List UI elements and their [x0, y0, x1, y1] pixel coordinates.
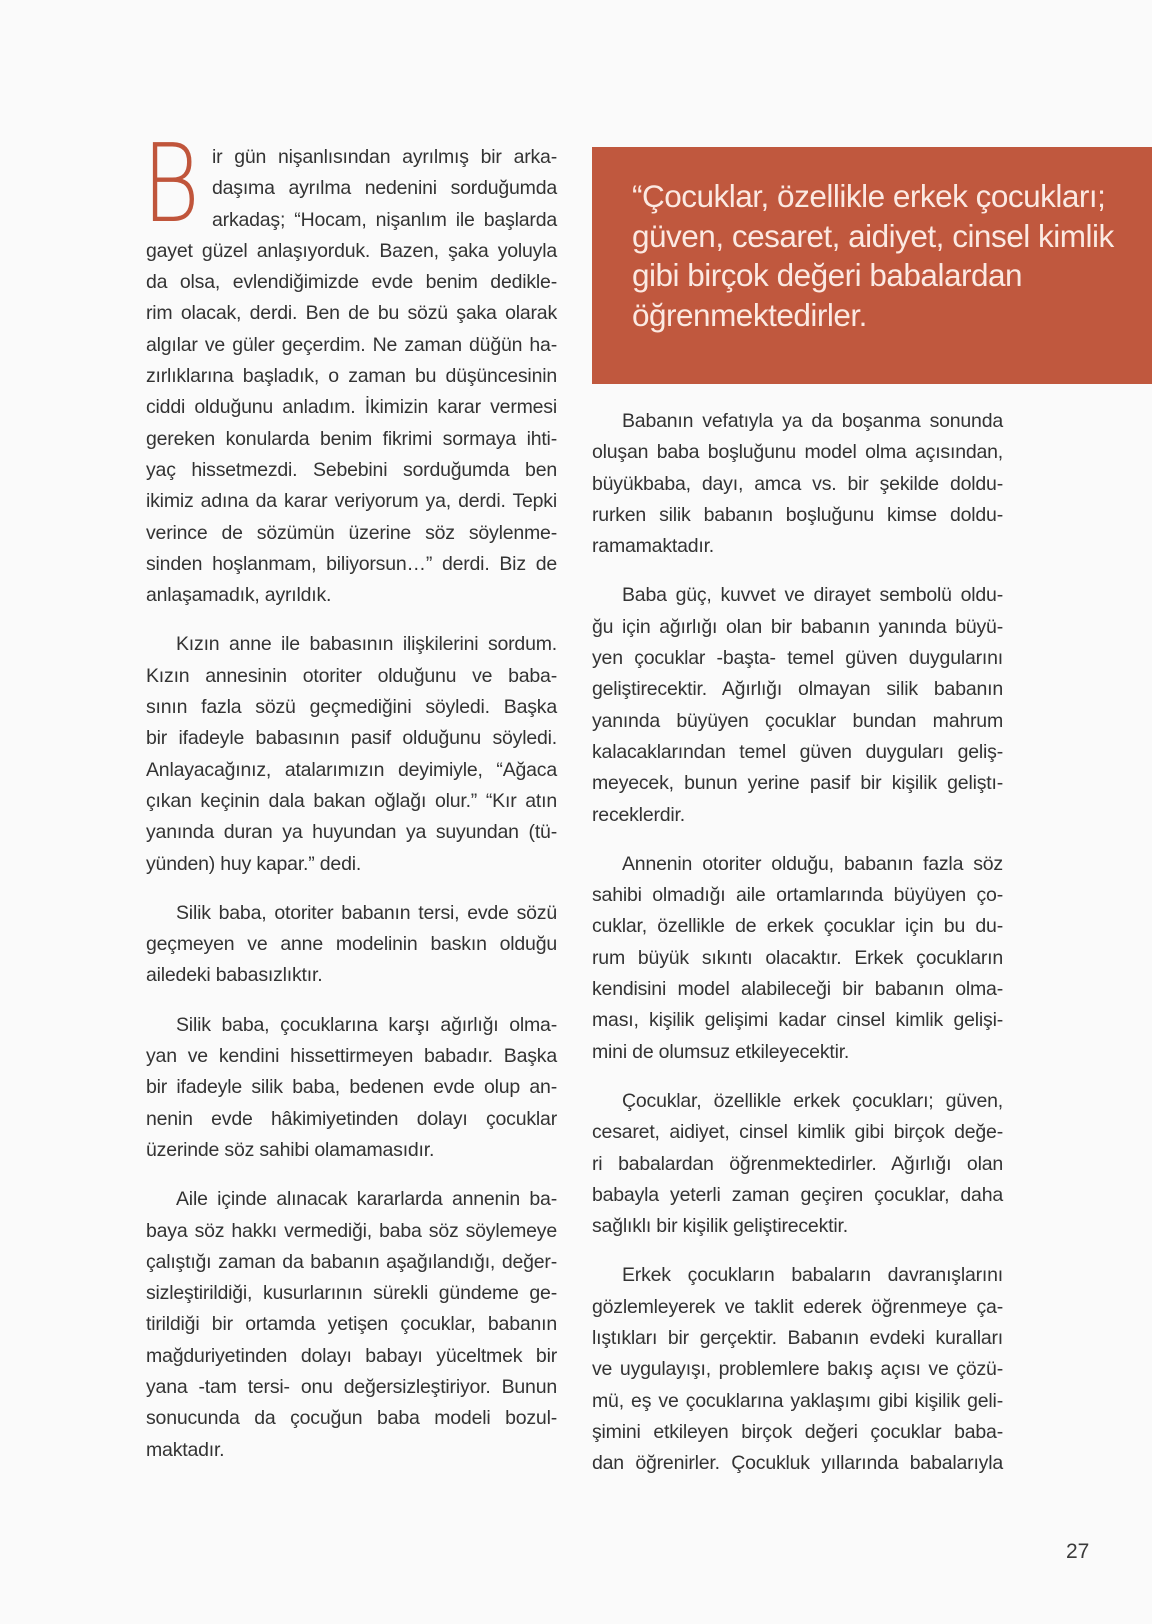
- text-line: Baba güç, kuvvet ve dirayet sembolü oldu-: [622, 584, 1003, 607]
- text-line: ikimiz adına da karar veriyorum ya, derdi. Tepki: [146, 490, 557, 513]
- text-line: receklerdir.: [592, 803, 685, 826]
- paragraph-5: [146, 1184, 557, 1466]
- text-line: ailedeki babasızlıktır.: [146, 964, 323, 987]
- text-line: üzerinde söz sahibi olamamasıdır.: [146, 1138, 435, 1161]
- paragraph-1: [146, 142, 557, 611]
- text-line: cuklar, özellikle de erkek çocuklar için bu du-: [592, 915, 1003, 938]
- text-line: çıkan keçinin dala bakan oğlağı olur.” “Kır atın: [146, 789, 557, 812]
- paragraph-6: [592, 406, 1003, 562]
- text-line: yanında duran ya huyundan ya suyundan (tü-: [146, 821, 557, 844]
- text-line: rum büyük sıkıntı olacaktır. Erkek çocukların: [592, 946, 1003, 969]
- paragraph-2: [146, 629, 557, 879]
- text-line: maktadır.: [146, 1438, 225, 1461]
- text-line: verince de sözümün üzerine söz söylenme-: [146, 521, 557, 544]
- text-line: geliştirecektir. Ağırlığı olmayan silik babanın: [592, 678, 1003, 701]
- text-line: şimini etkileyen birçok değeri çocuklar baba-: [592, 1420, 1003, 1443]
- text-line: ramamaktadır.: [592, 535, 715, 558]
- text-line: mini de olumsuz etkileyecektir.: [592, 1040, 850, 1063]
- text-line: gayet güzel anlaşıyorduk. Bazen, şaka yoluyla: [146, 239, 557, 262]
- text-line: rurken silik babanın boşluğunu kimse doldu-: [592, 503, 1003, 526]
- text-line: sinden hoşlanmam, biliyorsun…” derdi. Biz de: [146, 552, 557, 575]
- text-line: sizleştirildiği, kusurlarının sürekli gündeme ge-: [146, 1282, 557, 1305]
- pull-quote-text: [632, 177, 1142, 335]
- text-line: gözlemleyerek ve taklit ederek öğrenmeye ça-: [592, 1295, 1003, 1318]
- text-line: lıştıkları bir gerçektir. Babanın evdeki kuralları: [592, 1327, 1003, 1350]
- text-line: Çocuklar, özellikle erkek çocukları; güven,: [622, 1089, 1003, 1112]
- quote-line: “Çocuklar, özellikle erkek çocukları;: [632, 178, 1106, 214]
- right-column: [592, 406, 1003, 1498]
- text-line: daşıma ayrılma nedenini sorduğumda: [212, 177, 557, 200]
- text-line: yünden) huy kapar.” dedi.: [146, 852, 362, 875]
- text-line: ve uygulayışı, problemlere bakış açısı ve çözü-: [592, 1358, 1003, 1381]
- quote-line: öğrenmektedirler.: [632, 296, 867, 333]
- text-line: meyecek, bunun yerine pasif bir kişilik geliştı-: [592, 772, 1003, 795]
- text-line: yaç hissetmezdi. Sebebini sorduğumda ben: [146, 458, 557, 481]
- text-line: nenin evde hâkimiyetinden dolayı çocuklar: [146, 1107, 557, 1130]
- text-line: yan ve kendini hissettirmeyen babadır. Başka: [146, 1045, 557, 1068]
- text-line: da olsa, evlendiğimizde evde benim dedikle-: [146, 271, 557, 294]
- text-line: zırlıklarına başladık, o zaman bu düşüncesinin: [146, 365, 557, 388]
- text-line: Silik baba, çocuklarına karşı ağırlığı olma-: [176, 1013, 557, 1036]
- text-line: sağlıklı bir kişilik geliştirecektir.: [592, 1215, 848, 1238]
- text-line: Annenin otoriter olduğu, babanın fazla söz: [622, 852, 1003, 875]
- paragraph-10: [592, 1260, 1003, 1479]
- text-line: babayla yeterli zaman geçiren çocuklar, daha: [592, 1183, 1003, 1206]
- text-line: Kızın anne ile babasının ilişkilerini sordum.: [176, 633, 557, 656]
- text-line: mü, eş ve çocuklarına yaklaşımı gibi kişilik geli-: [592, 1389, 1003, 1412]
- text-line: dan öğrenirler. Çocukluk yıllarında babalarıyla: [592, 1452, 1003, 1475]
- text-line: ması, kişilik gelişimi kadar cinsel kimlik gelişi-: [592, 1009, 1003, 1032]
- paragraph-9: [592, 1086, 1003, 1242]
- left-column: [142, 122, 557, 1484]
- quote-line: gibi birçok değeri babalardan: [632, 257, 1023, 293]
- text-line: tirildiği bir ortamda yetişen çocuklar, babanın: [146, 1313, 557, 1336]
- text-line: baya söz hakkı vermediği, baba söz söylemeye: [146, 1219, 557, 1242]
- text-line: mağduriyetinden dolayı babayı yüceltmek bir: [146, 1344, 557, 1367]
- text-line: Erkek çocukların babaların davranışlarını: [622, 1264, 1003, 1287]
- text-line: yanında büyüyen çocuklar bundan mahrum: [592, 709, 1003, 732]
- paragraph-4: [146, 1010, 557, 1166]
- text-line: oluşan baba boşluğunu model olma açısından,: [592, 441, 1003, 464]
- drop-cap: B: [142, 122, 200, 247]
- text-line: Kızın annesinin otoriter olduğunu ve baba-: [146, 664, 557, 687]
- text-line: arkadaş; “Hocam, nişanlım ile başlarda: [212, 208, 557, 231]
- text-line: Babanın vefatıyla ya da boşanma sonunda: [622, 410, 1003, 432]
- text-line: bir ifadeyle babasının pasif olduğunu söyledi.: [146, 727, 557, 750]
- paragraph-8: [592, 849, 1003, 1068]
- text-line: yana -tam tersi- onu değersizleştiriyor. Bunun: [146, 1375, 557, 1398]
- text-line: büyükbaba, dayı, amca vs. bir şekilde doldu-: [592, 472, 1003, 495]
- text-line: sının fazla sözü geçmediğini söyledi. Başka: [146, 696, 557, 719]
- paragraph-3: [146, 898, 557, 992]
- text-line: algılar ve güler geçerdim. Ne zaman düğün ha-: [146, 333, 557, 356]
- text-line: bir ifadeyle silik baba, bedenen evde olup an-: [146, 1076, 557, 1099]
- text-line: geçmeyen ve anne modelinin baskın olduğu: [146, 933, 557, 956]
- text-line: ğu için ağırlığı olan bir babanın yanında büyü-: [592, 615, 1003, 638]
- text-line: ri babalardan öğrenmektedirler. Ağırlığı olan: [592, 1152, 1003, 1175]
- pull-quote-box: [592, 147, 1152, 384]
- text-line: ciddi olduğunu anladım. İkimizin karar vermesi: [146, 396, 557, 419]
- text-line: sonucunda da çocuğun baba modeli bozul-: [146, 1407, 557, 1430]
- paragraph-7: [592, 580, 1003, 830]
- text-line: Silik baba, otoriter babanın tersi, evde sözü: [176, 901, 557, 924]
- text-line: rim olacak, derdi. Ben de bu sözü şaka olarak: [146, 302, 557, 325]
- page-number: 27: [1066, 1540, 1090, 1563]
- text-line: sahibi olmadığı aile ortamlarında büyüyen ço-: [592, 884, 1003, 907]
- text-line: anlaşamadık, ayrıldık.: [146, 584, 332, 607]
- text-line: ir gün nişanlısından ayrılmış bir arka-: [212, 146, 557, 168]
- text-line: Aile içinde alınacak kararlarda annenin ba-: [176, 1188, 557, 1211]
- quote-line: güven, cesaret, aidiyet, cinsel kimlik: [632, 217, 1114, 254]
- text-line: kendisini model alabileceği bir babanın olma-: [592, 978, 1003, 1001]
- text-line: çalıştığı zaman da babanın aşağılandığı, değer-: [146, 1250, 557, 1273]
- text-line: gereken konularda benim fikrimi sormaya ihti-: [146, 427, 557, 450]
- text-line: kalacaklarından temel güven duyguları geliş-: [592, 740, 1003, 763]
- text-line: Anlayacağınız, atalarımızın deyimiyle, “Ağaca: [146, 758, 557, 781]
- text-line: yen çocuklar -başta- temel güven duygularını: [592, 647, 1003, 670]
- text-line: cesaret, aidiyet, cinsel kimlik gibi birçok değe-: [592, 1121, 1003, 1144]
